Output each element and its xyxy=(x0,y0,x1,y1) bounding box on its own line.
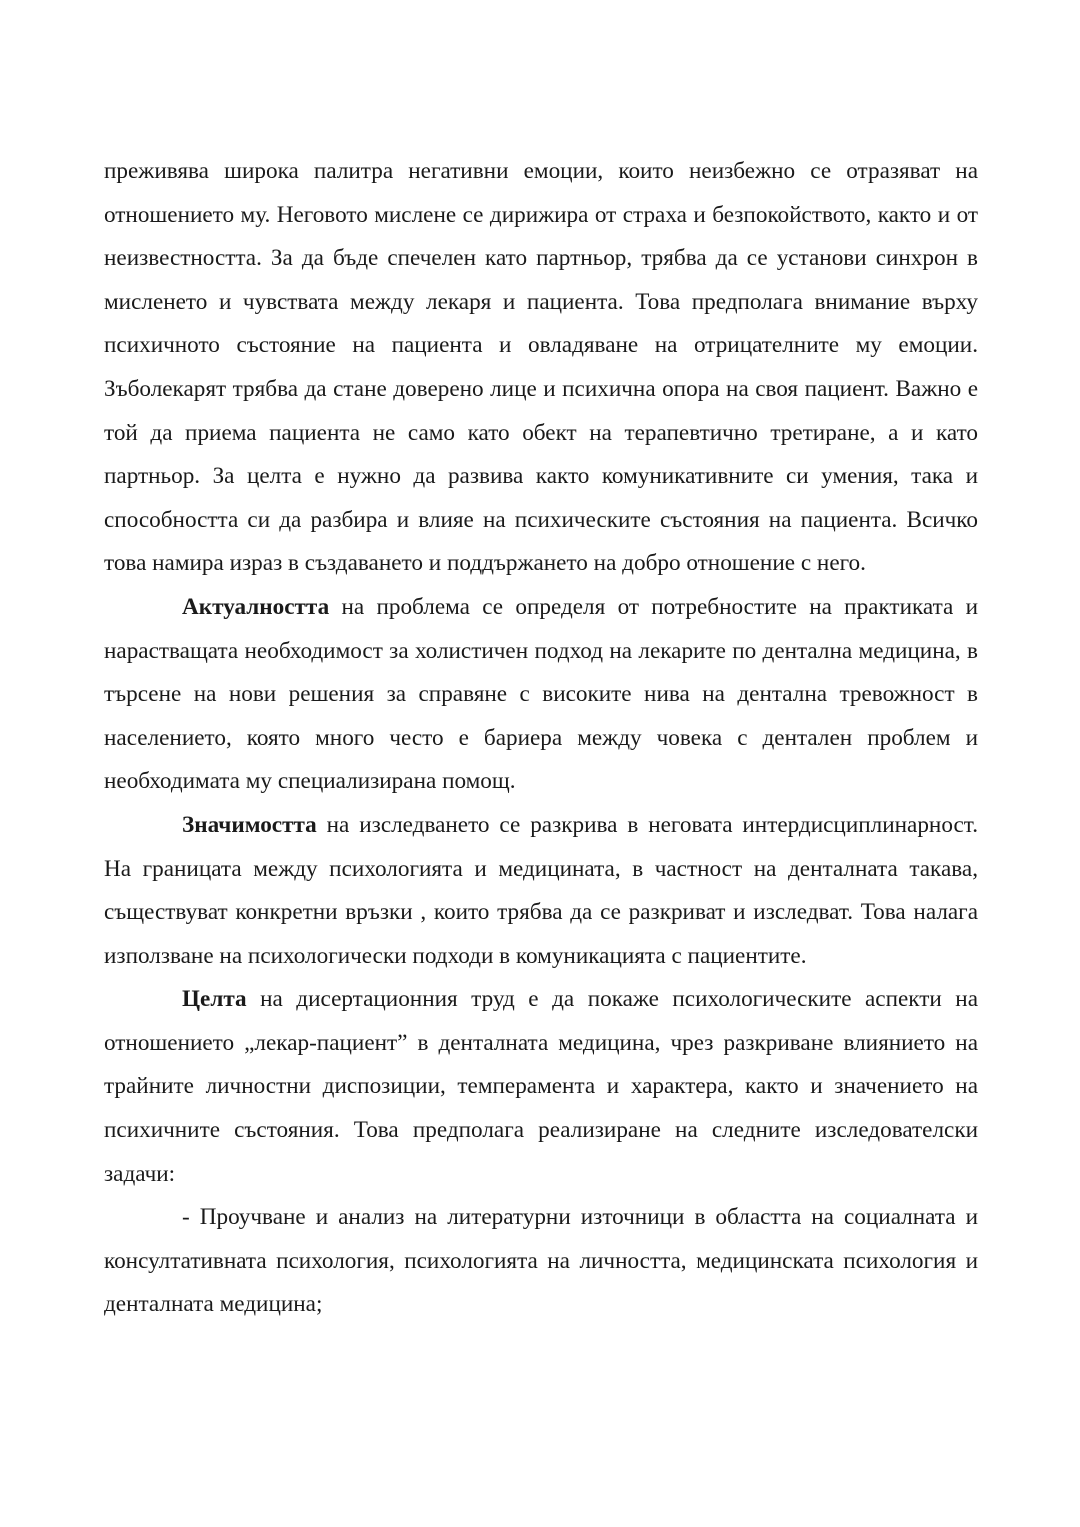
paragraph-text: - Проучване и анализ на литературни източници в областта на социалната и консултативната психология, психологията на личността, медицинската психология и денталната медицина; xyxy=(104,1204,978,1318)
paragraph-patient-emotions xyxy=(104,150,978,586)
paragraph-text: на дисертационния труд е да покаже психологическите аспекти на отношението „лекар-пациент” в денталната медицина, чрез разкриване влиянието на трайните личностни диспозиции, темперамента и характера, както и значението на психичните състояния. Това предполага реализиране на следните изследователски задачи: xyxy=(104,986,978,1187)
paragraph-goal xyxy=(104,978,978,1196)
paragraph-lead-term: Целта xyxy=(182,986,247,1013)
paragraph-text: преживява широка палитра негативни емоции, които неизбежно се отразяват на отношението му. Неговото мислене се дирижира от страха и безпокойството, както и от неизвестността. За да бъде спечелен като партньор, трябва да се установи синхрон в мисленето и чувствата между лекаря и пациента. Това предполага внимание върху психичното състояние на пациента и овладяване на отрицателните му емоции. Зъболекарят трябва да стане доверено лице и психична опора на своя пациент. Важно е той да приема пациента не само като обект на терапевтично третиране, а и като партньор. За целта е нужно да развива както комуникативните си умения, така и способността си да разбира и влияе на психическите състояния на пациента. Всичко това намира израз в създаването и поддържането на добро отношение с него. xyxy=(104,158,978,577)
paragraph-lead-term: Актуалността xyxy=(182,593,330,620)
paragraph-text: на проблема се определя от потребностите на практиката и нарастващата необходимост за холистичен подход на лекарите по дентална медицина, в търсене на нови решения за справяне с високите нива на дентална тревожност в населението, която много често е бариера между човека с дентален проблем и необходимата му специализирана помощ. xyxy=(104,593,978,795)
paragraph-relevance xyxy=(104,586,978,804)
paragraph-significance xyxy=(104,804,978,978)
paragraph-task-item xyxy=(104,1196,978,1327)
body-text xyxy=(104,150,978,1327)
paragraph-lead-term: Значимостта xyxy=(182,811,317,838)
paragraph-text: на изследването се разкрива в неговата интердисциплинарност. На границата между психологията и медицината, в частност на денталната такава, съществуват конкретни връзки , които трябва да се разкриват и изследват. Това налага използване на психологически подходи в комуникацията с пациентите. xyxy=(104,811,978,969)
